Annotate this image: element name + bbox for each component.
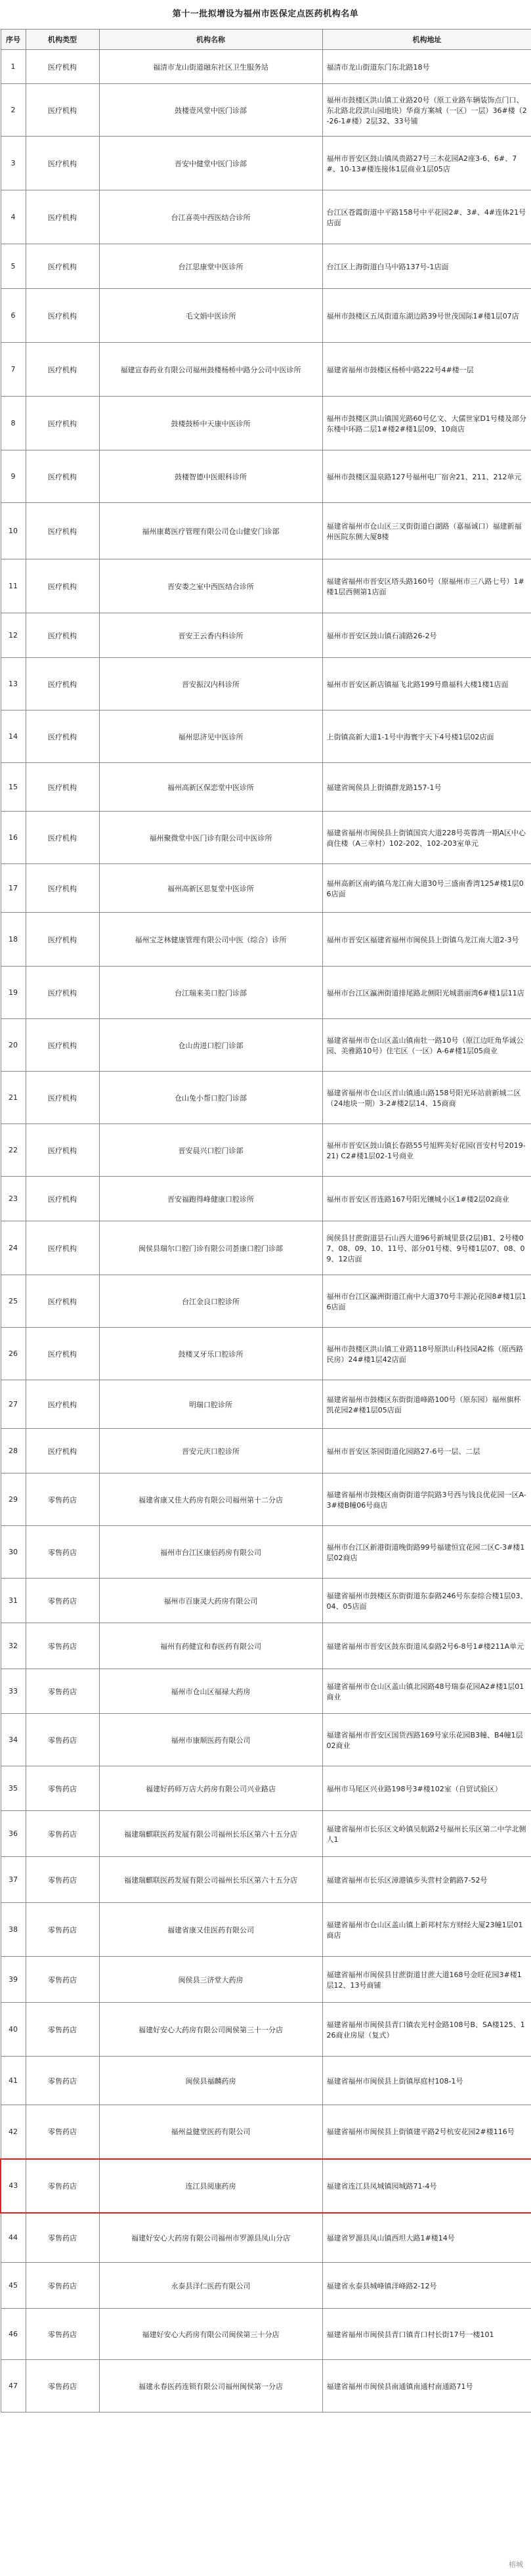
institution-type: 医疗机构 — [26, 763, 99, 812]
institution-name: 晋安福跑得峰健康口腔诊所 — [99, 1177, 322, 1221]
institution-name: 仓山齿进口腔门诊部 — [99, 1019, 322, 1072]
table-row — [1, 1275, 531, 1328]
table-row — [1, 1124, 531, 1177]
institution-type: 零售药店 — [26, 2003, 99, 2057]
table-row — [1, 1221, 531, 1275]
institution-name: 台江思康堂中医诊所 — [99, 244, 322, 289]
institution-type: 医疗机构 — [26, 1275, 99, 1328]
row-number: 39 — [1, 1957, 26, 2003]
institution-type: 零售药店 — [26, 2159, 99, 2213]
institution-name: 闽侯县福麟药房 — [99, 2057, 322, 2105]
institution-name: 福州市康顺医药有限公司 — [99, 1714, 322, 1766]
institution-address: 福州市晋安区鼓山镇长春路55号旭辉美好花园(晋安村号2019-21) C2#楼1层02-1号商业 — [322, 1124, 531, 1177]
institution-type: 医疗机构 — [26, 450, 99, 503]
institution-address: 福建省罗源县凤山镇西坦大路1#楼14号 — [322, 2213, 531, 2263]
table-row — [1, 1019, 531, 1072]
table-row — [1, 812, 531, 864]
institution-name: 福建好安心大药房有限公司闽侯第三十分店 — [99, 2309, 322, 2360]
table-row — [1, 2003, 531, 2057]
institution-type: 医疗机构 — [26, 1221, 99, 1275]
institution-address: 福州市台江区瀛洲街道排尾路北侧阳光城翡丽湾6#楼1层11店 — [322, 967, 531, 1019]
institution-type: 医疗机构 — [26, 190, 99, 244]
institution-name: 晋安中健堂中医门诊部 — [99, 137, 322, 190]
institution-name: 福州康葛医疗管理有限公司仓山健安门诊部 — [99, 503, 322, 559]
institution-address: 福州市鼓楼区五凤街道东湖边路39号世茂国际1#楼1层07店 — [322, 289, 531, 343]
institution-name: 福建省康又佳医药有限公司 — [99, 1903, 322, 1957]
institution-address: 福建省福州市晋安区鼓东街道凤泰路2号6-8号1#楼211A单元 — [322, 1623, 531, 1669]
institution-name: 福州高新区保恋堂中医诊所 — [99, 763, 322, 812]
institution-address: 福州高新区南屿镇乌龙江南大道30号三盛南香湾125#楼1层06店面 — [322, 864, 531, 913]
table-row — [1, 84, 531, 137]
institution-address: 福州市鼓楼区洪山镇工业路20号（原工业路车辆装饰点门口、东北路北段洪山园地块）华商方案城（一区）一层）36#楼（2-26-1#楼）2层32、33号铺 — [322, 84, 531, 137]
table-row — [1, 2263, 531, 2309]
institution-type: 零售药店 — [26, 1766, 99, 1811]
table-row — [1, 1177, 531, 1221]
institution-type: 医疗机构 — [26, 503, 99, 559]
header-name: 机构名称 — [99, 30, 322, 50]
institution-type: 医疗机构 — [26, 1072, 99, 1124]
row-number: 36 — [1, 1811, 26, 1857]
table-row — [1, 613, 531, 658]
institution-type: 医疗机构 — [26, 864, 99, 913]
table-row — [1, 658, 531, 710]
institution-name: 连江县阅康药房 — [99, 2159, 322, 2213]
institution-address: 福建省闽侯县上街镇群龙路157-1号 — [322, 763, 531, 812]
institution-name: 晋安王云香内科诊所 — [99, 613, 322, 658]
row-number: 11 — [1, 559, 26, 613]
institution-address: 福建省福州市鼓楼区杨桥中路222号4#楼一层 — [322, 343, 531, 397]
row-number: 5 — [1, 244, 26, 289]
table-row — [1, 864, 531, 913]
institution-type: 零售药店 — [26, 2105, 99, 2159]
institution-type: 医疗机构 — [26, 1177, 99, 1221]
institution-address: 福建省福州市闽侯县上街镇建平路2号杭安花园2#楼116号 — [322, 2105, 531, 2159]
table-row — [1, 559, 531, 613]
institution-name: 福建省康又佳大药房有限公司福州第十二分店 — [99, 1474, 322, 1526]
table-row — [1, 1579, 531, 1623]
institution-address: 福州市台江区瀛洲街道江南中大道370号丰源沁花园8#楼1层16店面 — [322, 1275, 531, 1328]
institution-type: 医疗机构 — [26, 1429, 99, 1474]
table-row — [1, 1766, 531, 1811]
institution-type: 零售药店 — [26, 2309, 99, 2360]
table-row — [1, 190, 531, 244]
row-number: 24 — [1, 1221, 26, 1275]
row-number: 37 — [1, 1857, 26, 1903]
institution-name: 福州聚微堂中医门诊有限公司中医诊所 — [99, 812, 322, 864]
institution-name: 明瑞口腔诊所 — [99, 1380, 322, 1429]
institution-name: 永泰县洋仁医药有限公司 — [99, 2263, 322, 2309]
row-number: 19 — [1, 967, 26, 1019]
institution-address: 福州市晋安区鼓山镇凤贵路27号三木花园A2座3-6、6#、7#、10-13#楼连接体1层商业1层05店 — [322, 137, 531, 190]
row-number: 43 — [1, 2159, 26, 2213]
row-number: 47 — [1, 2360, 26, 2412]
institution-type: 零售药店 — [26, 1957, 99, 2003]
institution-type: 零售药店 — [26, 1903, 99, 1957]
institution-name: 福建瑞麒联医药发展有限公司福州长乐区第六十五分店 — [99, 1857, 322, 1903]
institution-name: 晋安晨兴口腔门诊部 — [99, 1124, 322, 1177]
table-row — [1, 1328, 531, 1380]
row-number: 33 — [1, 1669, 26, 1714]
institution-address: 福建省福州市闽侯县南通镇南通村南通路71号 — [322, 2360, 531, 2412]
institution-type: 零售药店 — [26, 1714, 99, 1766]
table-row — [1, 1474, 531, 1526]
institution-type: 零售药店 — [26, 1474, 99, 1526]
row-number: 12 — [1, 613, 26, 658]
institution-address: 台江区上海街道白马中路137号-1店面 — [322, 244, 531, 289]
institution-address: 福建省福州市长乐区漳港镇步头营村金鹤路7-52号 — [322, 1857, 531, 1903]
row-number: 14 — [1, 710, 26, 763]
institution-type: 医疗机构 — [26, 812, 99, 864]
institution-address: 福州市马尾区兴业路198号3#楼102室（自贸试验区） — [322, 1766, 531, 1811]
table-row — [1, 2105, 531, 2159]
institution-address: 福州市台江区新港街道晚街路99号福建恒宜花园二区C-3#楼1层02商店 — [322, 1526, 531, 1579]
row-number: 22 — [1, 1124, 26, 1177]
row-number: 17 — [1, 864, 26, 913]
table-row — [1, 2360, 531, 2412]
institution-name: 福州思济见中医诊所 — [99, 710, 322, 763]
institution-name: 台江金良口腔诊所 — [99, 1275, 322, 1328]
institution-address: 福州市鼓楼区洪山镇工业路118号原洪山科技园A2栋（原西路民房）24#楼1层42店面 — [322, 1328, 531, 1380]
institution-address: 福建省福州市仓山区三叉街街道白湖路（嘉福诚口）福建新福州医院东侧大厦8楼 — [322, 503, 531, 559]
institution-name: 晋安娄之室中西医结合诊所 — [99, 559, 322, 613]
row-number: 42 — [1, 2105, 26, 2159]
institution-address: 福州市晋安区晋连路167号阳光镶城小区1#楼2层02商业 — [322, 1177, 531, 1221]
institution-name: 台江喜英中西医结合诊所 — [99, 190, 322, 244]
table-row — [1, 1623, 531, 1669]
institution-name: 晋安振汉内科诊所 — [99, 658, 322, 710]
institution-address: 福建省福州市闽侯县甘蔗街道甘蔗大道168号金旺花园3#楼1层12、13号商铺 — [322, 1957, 531, 2003]
institution-name: 福清市龙山街道融东社区卫生服务站 — [99, 50, 322, 84]
institution-address: 福建省福州市仓山区盖山镇北园路48号瑞泰花园A2#楼1层01商业 — [322, 1669, 531, 1714]
header-type: 机构类型 — [26, 30, 99, 50]
table-row — [1, 1903, 531, 1957]
institution-type: 医疗机构 — [26, 84, 99, 137]
table-header-row — [1, 30, 531, 50]
institution-name: 福州市仓山区福禄大药房 — [99, 1669, 322, 1714]
institution-address: 福建省福州市闽侯县上街镇厚庭村108-1号 — [322, 2057, 531, 2105]
table-row — [1, 503, 531, 559]
row-number: 28 — [1, 1429, 26, 1474]
table-row — [1, 1429, 531, 1474]
table-row — [1, 50, 531, 84]
institution-type: 医疗机构 — [26, 913, 99, 967]
row-number: 10 — [1, 503, 26, 559]
row-number: 20 — [1, 1019, 26, 1072]
row-number: 21 — [1, 1072, 26, 1124]
institution-type: 医疗机构 — [26, 1328, 99, 1380]
table-row — [1, 1857, 531, 1903]
row-number: 26 — [1, 1328, 26, 1380]
institution-address: 台江区苍霞街道中平路158号中平花园2#、3#、4#连体21号店面 — [322, 190, 531, 244]
watermark: 榕城 — [509, 2560, 523, 2569]
table-row — [1, 1714, 531, 1766]
institution-address: 福建省福州市鼓楼区东街街道东泰路246号东泰综合楼1层03、04、05店面 — [322, 1579, 531, 1623]
institution-type: 医疗机构 — [26, 559, 99, 613]
institution-type: 零售药店 — [26, 1579, 99, 1623]
institution-name: 鼓楼鼓桥中天康中医诊所 — [99, 397, 322, 450]
row-number: 31 — [1, 1579, 26, 1623]
institution-address: 福建省福州市仓山区盖山镇南牡一路10号（原江边旺角华诚公园、美雅路10号）住宅区（一区）A-6#楼1层05商业 — [322, 1019, 531, 1072]
row-number: 15 — [1, 763, 26, 812]
row-number: 9 — [1, 450, 26, 503]
institution-name: 晋安元庆口腔诊所 — [99, 1429, 322, 1474]
institution-type: 医疗机构 — [26, 1019, 99, 1072]
row-number: 30 — [1, 1526, 26, 1579]
page-title: 第十一批拟增设为福州市医保定点医药机构名单 — [172, 9, 359, 19]
table-row — [1, 2057, 531, 2105]
institution-address: 福建省福州市长乐区文岭镇吴航路2号福州长乐区第二中学北侧人1 — [322, 1811, 531, 1857]
institution-type: 医疗机构 — [26, 658, 99, 710]
row-number: 41 — [1, 2057, 26, 2105]
institution-type: 医疗机构 — [26, 244, 99, 289]
row-number: 7 — [1, 343, 26, 397]
institution-name: 闽侯县三济堂大药房 — [99, 1957, 322, 2003]
institution-name: 福建瑞麒联医药发展有限公司福州长乐区第六十五分店 — [99, 1811, 322, 1857]
header-no: 序号 — [1, 30, 26, 50]
table-row — [1, 450, 531, 503]
row-number: 45 — [1, 2263, 26, 2309]
institution-type: 医疗机构 — [26, 967, 99, 1019]
institution-address: 福州市晋安区鼓山镇石浦路26-2号 — [322, 613, 531, 658]
institution-name: 福州宝芝林健康管理有限公司中医（综合）诊所 — [99, 913, 322, 967]
institution-name: 福建好药师万店大药房有限公司兴业路店 — [99, 1766, 322, 1811]
institution-type: 零售药店 — [26, 2360, 99, 2412]
table-row — [1, 1669, 531, 1714]
row-number: 16 — [1, 812, 26, 864]
institution-name: 福州市百康灵大药房有限公司 — [99, 1579, 322, 1623]
institution-name: 毛文娟中医诊所 — [99, 289, 322, 343]
table-row — [1, 2213, 531, 2263]
institution-name: 福建好安心大药房有限公司闽侯第三十一分店 — [99, 2003, 322, 2057]
row-number: 18 — [1, 913, 26, 967]
institution-name: 福建好安心大药房有限公司福州市罗源县凤山分店 — [99, 2213, 322, 2263]
row-number: 8 — [1, 397, 26, 450]
table-row — [1, 1957, 531, 2003]
institution-address: 福州市晋安区茶园街道化园路27-6号一层、二层 — [322, 1429, 531, 1474]
institution-address: 福建省福州市闽侯县青口镇青口村长街17号一楼101 — [322, 2309, 531, 2360]
institution-address: 福州市鼓楼区温泉路127号福州电厂宿舍21、211、212单元 — [322, 450, 531, 503]
institution-type: 医疗机构 — [26, 1124, 99, 1177]
institution-address: 福建省福州市晋安区国货西路169号家乐花园B3幢、B4幢1层02商业 — [322, 1714, 531, 1766]
institution-name: 鼓楼智德中医眼科诊所 — [99, 450, 322, 503]
institution-type: 零售药店 — [26, 1811, 99, 1857]
institution-name: 仓山兔小帮口腔门诊部 — [99, 1072, 322, 1124]
institution-address: 福建省连江县凤城镇园城路71-4号 — [322, 2159, 531, 2213]
institution-address: 福建省福州市仓山区盖山镇上新邦村东方财经大厦23幢1层01商店 — [322, 1903, 531, 1957]
table-row — [1, 1072, 531, 1124]
row-number: 32 — [1, 1623, 26, 1669]
institution-address: 福建省福州市鼓楼区东街街道峰路100号（原东园）福州旗杯凯花园2#楼1层05店面 — [322, 1380, 531, 1429]
row-number: 4 — [1, 190, 26, 244]
table-body — [1, 50, 531, 2412]
table-row — [1, 137, 531, 190]
row-number: 29 — [1, 1474, 26, 1526]
row-number: 35 — [1, 1766, 26, 1811]
institution-address: 福州市晋安区新店镇福飞北路199号鼎福科大楼1楼1店面 — [322, 658, 531, 710]
institution-name: 鼓楼壹风堂中医门诊部 — [99, 84, 322, 137]
institution-type: 零售药店 — [26, 1526, 99, 1579]
row-number: 27 — [1, 1380, 26, 1429]
institution-type: 医疗机构 — [26, 50, 99, 84]
table-row — [1, 2309, 531, 2360]
institution-name: 闽侯县瑞尔口腔门诊有限公司荟康口腔门诊部 — [99, 1221, 322, 1275]
institution-name: 福建永春医药连锁有限公司福州闽侯第一分店 — [99, 2360, 322, 2412]
institution-name: 福州有药健宜和春医药有限公司 — [99, 1623, 322, 1669]
institution-table — [0, 29, 531, 2412]
header-address: 机构地址 — [322, 30, 531, 50]
institution-name: 福州高新区思复堂中医诊所 — [99, 864, 322, 913]
institution-type: 零售药店 — [26, 2213, 99, 2263]
row-number: 44 — [1, 2213, 26, 2263]
institution-name: 台江瑞来美口腔门诊部 — [99, 967, 322, 1019]
institution-type: 零售药店 — [26, 1623, 99, 1669]
row-number: 25 — [1, 1275, 26, 1328]
institution-address: 福建省福州市晋安区塔头路160号（原福州市三八路七号）1#楼1层西侧第1店面 — [322, 559, 531, 613]
row-number: 13 — [1, 658, 26, 710]
institution-type: 医疗机构 — [26, 613, 99, 658]
institution-name: 福建宣春药业有限公司福州鼓楼杨桥中路分公司中医诊所 — [99, 343, 322, 397]
institution-type: 零售药店 — [26, 2057, 99, 2105]
row-number: 23 — [1, 1177, 26, 1221]
row-number: 34 — [1, 1714, 26, 1766]
institution-address: 上街镇高新大道1-1号中海寰宇天下4号楼1层02店面 — [322, 710, 531, 763]
row-number: 38 — [1, 1903, 26, 1957]
table-row — [1, 1526, 531, 1579]
institution-type: 医疗机构 — [26, 397, 99, 450]
institution-type: 医疗机构 — [26, 343, 99, 397]
row-number: 46 — [1, 2309, 26, 2360]
institution-type: 医疗机构 — [26, 710, 99, 763]
institution-address: 福建省福州市闽侯县青口镇农光村金路108号B、SA楼125、126商业房屋（复式） — [322, 2003, 531, 2057]
table-row — [1, 913, 531, 967]
institution-type: 零售药店 — [26, 1857, 99, 1903]
table-row — [1, 1380, 531, 1429]
institution-address: 福建省福州市鼓楼区南街街道学院路3号西与钱良优花园一区A-3#楼B幢06号商店 — [322, 1474, 531, 1526]
row-number: 40 — [1, 2003, 26, 2057]
institution-address: 福州市晋安区福建省福州市闽侯县上街镇乌龙江南大道2-3号 — [322, 913, 531, 967]
institution-type: 零售药店 — [26, 2263, 99, 2309]
institution-name: 鼓楼叉牙乐口腔诊所 — [99, 1328, 322, 1380]
institution-address: 福州市鼓楼区洪山镇国光路60号亿文、大儒世家D1号楼及部分东楼中环路二层1#楼2#楼1层09、10商店 — [322, 397, 531, 450]
institution-name: 福州市台江区康佰药房有限公司 — [99, 1526, 322, 1579]
row-number: 3 — [1, 137, 26, 190]
institution-type: 医疗机构 — [26, 1380, 99, 1429]
institution-address: 福建省永泰县城峰镇洋峰路2-12号 — [322, 2263, 531, 2309]
table-row — [1, 397, 531, 450]
institution-type: 医疗机构 — [26, 137, 99, 190]
row-number: 2 — [1, 84, 26, 137]
table-row — [1, 244, 531, 289]
institution-address: 福建省福州市闽侯县上街镇国宾大道228号英蓉湾一期A区中心商住楼（A三幸村）102-202、102-203室单元 — [322, 812, 531, 864]
table-row — [1, 2159, 531, 2213]
row-number: 1 — [1, 50, 26, 84]
row-number: 6 — [1, 289, 26, 343]
institution-address: 福清市龙山街道东门东北路18号 — [322, 50, 531, 84]
institution-address: 福建省福州市仓山区首山镇通山路158号阳光环站前新城二区（24地块一期）3-2#楼2层14、15商商 — [322, 1072, 531, 1124]
table-row — [1, 343, 531, 397]
institution-name: 福州益健堂医药有限公司 — [99, 2105, 322, 2159]
institution-type: 医疗机构 — [26, 289, 99, 343]
table-row — [1, 289, 531, 343]
institution-address: 闽侯县甘蔗街道昙石山西大道96号新城里景(2层)B1、2号楼07、08、09、10、11号、部分01号楼、9号楼1层07、08、09、12店面 — [322, 1221, 531, 1275]
institution-type: 零售药店 — [26, 1669, 99, 1714]
table-row — [1, 967, 531, 1019]
table-row — [1, 710, 531, 763]
table-row — [1, 763, 531, 812]
table-row — [1, 1811, 531, 1857]
